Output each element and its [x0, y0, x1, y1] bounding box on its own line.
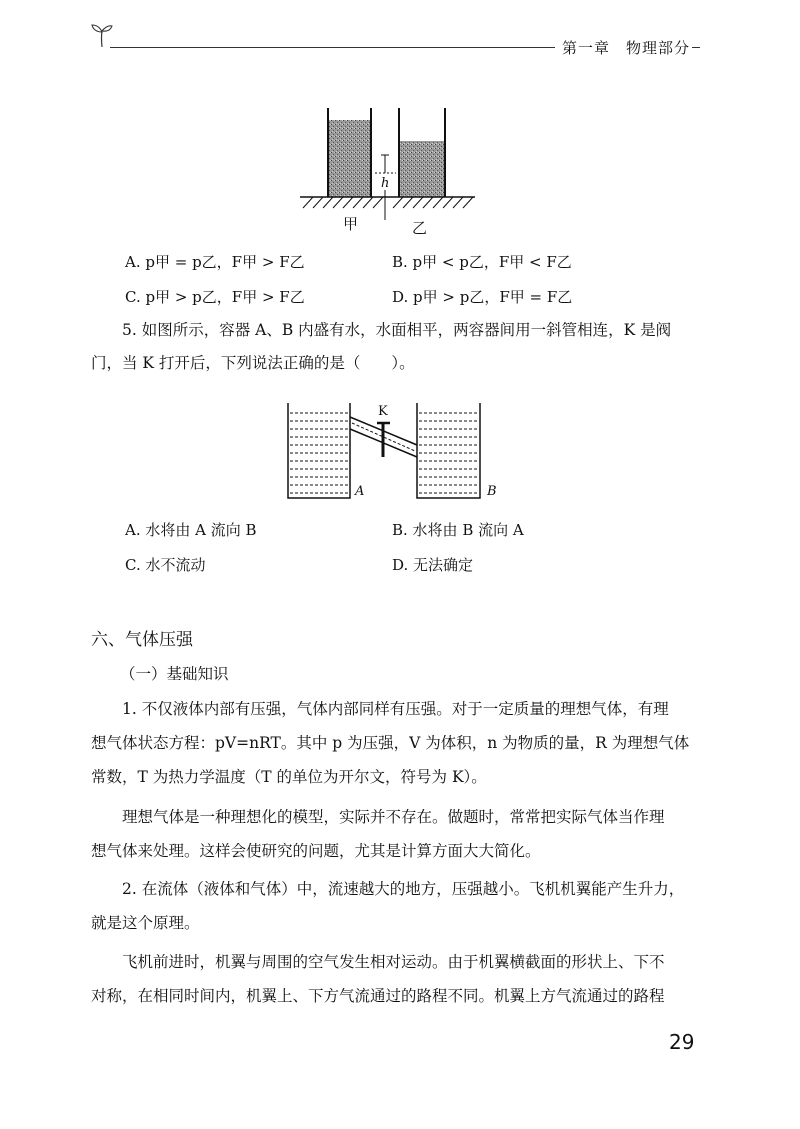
page-number: 29 [669, 1030, 695, 1054]
label-b: B [487, 484, 497, 499]
chapter-title: 第一章 物理部分 [562, 39, 691, 57]
q4-option-d: D. p甲 > p乙，F甲 = F乙 [392, 288, 573, 306]
p3-line2: 就是这个原理。 [91, 914, 200, 932]
label-yi: 乙 [412, 219, 428, 237]
header-rule-end [692, 47, 700, 48]
q5-stem-line2: 门，当 K 打开后，下列说法正确的是（ ）。 [91, 354, 415, 372]
q5-stem-line1: 5. 如图所示，容器 A、B 内盛有水，水面相平，两容器间用一斜管相连，K 是阀 [122, 321, 672, 339]
header-rule [110, 47, 555, 48]
q4-option-c: C. p甲 > p乙，F甲 > F乙 [125, 288, 305, 306]
p4-line1: 飞机前进时，机翼与周围的空气发生相对运动。由于机翼横截面的形状上、下不 [122, 953, 665, 971]
p2-line1: 理想气体是一种理想化的模型，实际并不存在。做题时，常常把实际气体当作理 [122, 808, 665, 826]
q4-option-a: A. p甲 = p乙，F甲 > F乙 [125, 253, 305, 271]
liquid-yi [399, 141, 445, 197]
label-a: A [355, 484, 365, 499]
q5-option-b: B. 水将由 B 流向 A [392, 521, 524, 539]
subsection-title: （一）基础知识 [120, 665, 229, 683]
label-jia: 甲 [343, 215, 359, 233]
figure-connected-containers [280, 395, 500, 510]
section-title: 六、气体压强 [91, 630, 193, 650]
q5-option-d: D. 无法确定 [392, 556, 474, 574]
p1-line1: 1. 不仅液体内部有压强，气体内部同样有压强。对于一定质量的理想气体，有理 [122, 700, 669, 718]
q5-option-a: A. 水将由 A 流向 B [125, 521, 257, 539]
p2-line2: 想气体来处理。这样会使研究的问题，尤其是计算方面大大简化。 [91, 842, 541, 860]
sprout-icon [90, 22, 114, 48]
q4-option-b: B. p甲 < p乙，F甲 < F乙 [392, 253, 572, 271]
p3-line1: 2. 在流体（液体和气体）中，流速越大的地方，压强越小。飞机机翼能产生升力， [122, 880, 685, 898]
liquid-jia [328, 120, 371, 197]
q5-option-c: C. 水不流动 [125, 556, 206, 574]
figure-containers-jia-yi [295, 100, 485, 245]
p4-line2: 对称，在相同时间内，机翼上、下方气流通过的路程不同。机翼上方气流通过的路程 [91, 987, 665, 1005]
label-k: K [378, 404, 388, 419]
label-h: h [381, 176, 390, 191]
p1-line2: 想气体状态方程：pV=nRT。其中 p 为压强，V 为体积，n 为物质的量，R 为理想气体 [91, 734, 690, 752]
p1-line3: 常数，T 为热力学温度（T 的单位为开尔文，符号为 K）。 [91, 768, 487, 786]
